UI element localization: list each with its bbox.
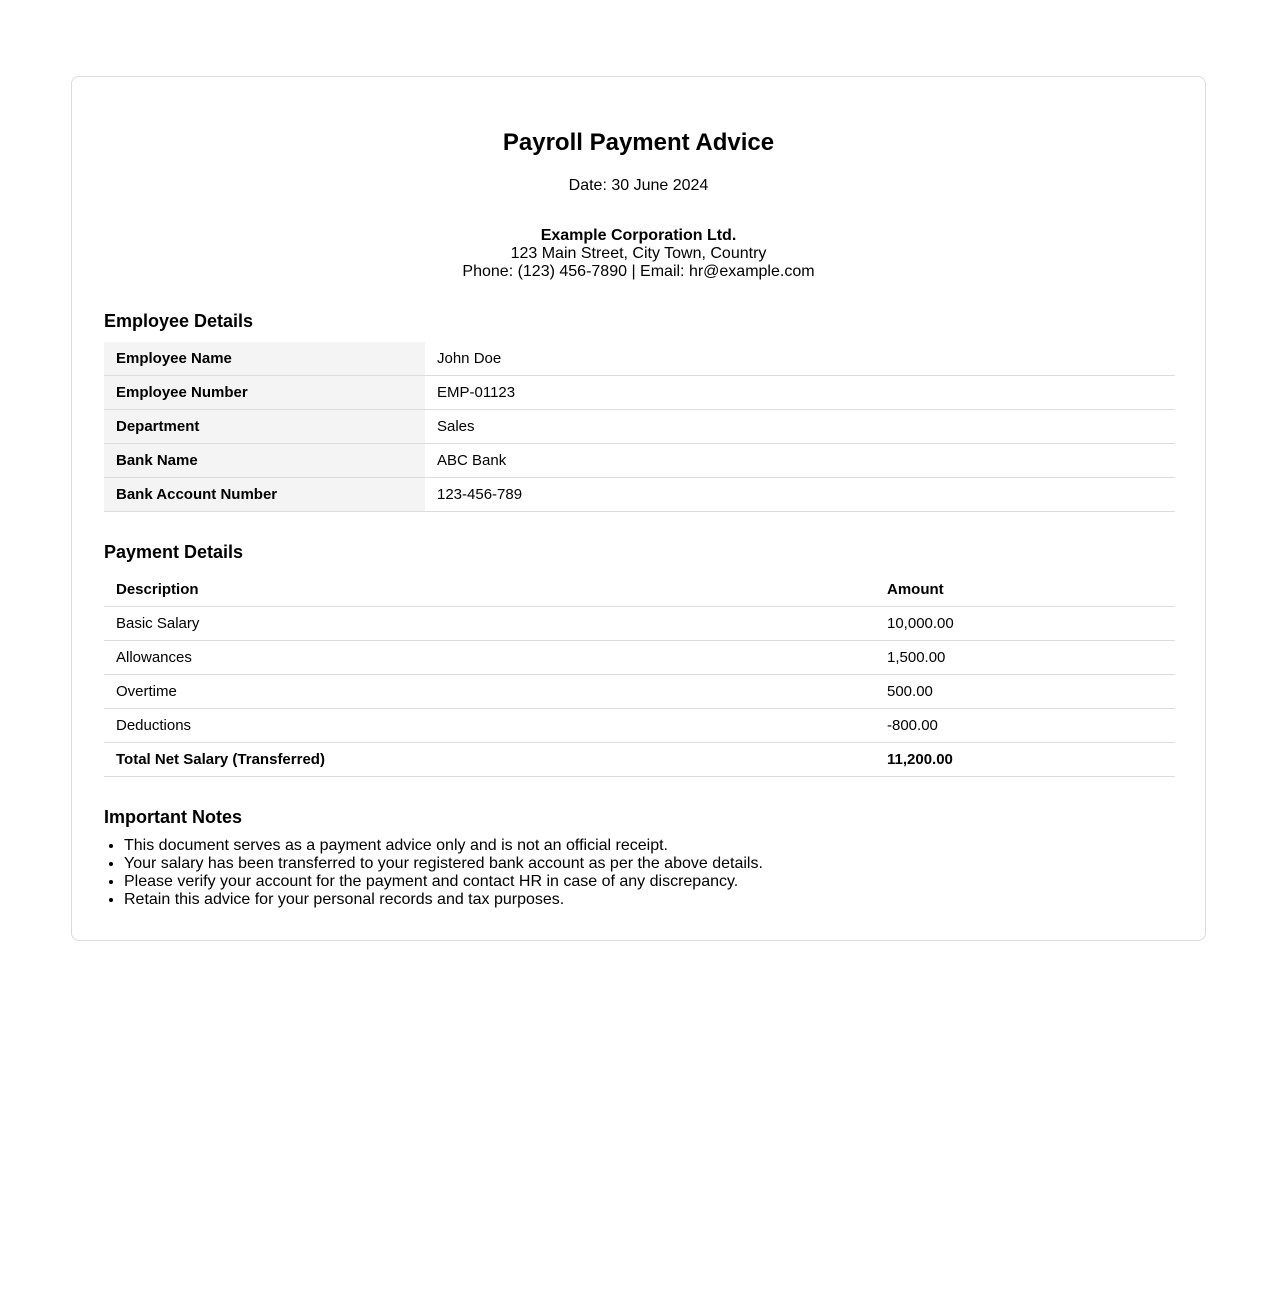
bank-name-value: ABC Bank: [425, 444, 1175, 478]
table-row: [104, 410, 1175, 444]
table-row: [104, 675, 1175, 709]
notes-list: [104, 837, 763, 909]
payment-amount: 10,000.00: [875, 607, 1175, 641]
payment-description: Overtime: [104, 675, 875, 709]
bank-account-number-label: Bank Account Number: [104, 478, 425, 512]
payment-amount: -800.00: [875, 709, 1175, 743]
table-row: [104, 607, 1175, 641]
table-row: [104, 342, 1175, 376]
company-info: [72, 227, 1205, 281]
list-item: • Retain this advice for your personal records and tax purposes.: [124, 891, 763, 909]
list-item: • This document serves as a payment advice only and is not an official receipt.: [124, 837, 763, 855]
bank-account-number-value: 123-456-789: [425, 478, 1175, 512]
total-amount: 11,200.00: [875, 743, 1175, 777]
amount-column-header: Amount: [875, 573, 1175, 607]
total-row: [104, 743, 1175, 777]
payment-amount: 1,500.00: [875, 641, 1175, 675]
company-address: 123 Main Street, City Town, Country: [510, 245, 767, 262]
employee-number-label: Employee Number: [104, 376, 425, 410]
important-notes-heading: Important Notes: [104, 807, 243, 827]
employee-name-label: Employee Name: [104, 342, 425, 376]
total-description: Total Net Salary (Transferred): [104, 743, 875, 777]
table-row: [104, 376, 1175, 410]
document-date: Date: 30 June 2024: [568, 177, 709, 194]
table-row: [104, 709, 1175, 743]
description-column-header: Description: [104, 573, 875, 607]
payment-description: Allowances: [104, 641, 875, 675]
document-title: Payroll Payment Advice: [502, 129, 775, 156]
bank-name-label: Bank Name: [104, 444, 425, 478]
list-item: • Your salary has been transferred to your registered bank account as per the above details.: [124, 855, 763, 873]
employee-details-heading: Employee Details: [104, 311, 254, 331]
list-item: • Please verify your account for the payment and contact HR in case of any discrepancy.: [124, 873, 763, 891]
payment-details-table: [104, 573, 1175, 777]
payment-details-heading: Payment Details: [104, 542, 244, 562]
employee-details-table: [104, 342, 1175, 512]
company-name: Example Corporation Ltd.: [540, 227, 737, 244]
payment-amount: 500.00: [875, 675, 1175, 709]
employee-number-value: EMP-01123: [425, 376, 1175, 410]
employee-name-value: John Doe: [425, 342, 1175, 376]
payment-advice-card: [71, 76, 1206, 941]
company-contact: Phone: (123) 456-7890 | Email: hr@example.com: [462, 263, 815, 280]
table-row: [104, 444, 1175, 478]
table-row: [104, 478, 1175, 512]
payment-description: Basic Salary: [104, 607, 875, 641]
payment-description: Deductions: [104, 709, 875, 743]
table-header-row: [104, 573, 1175, 607]
department-value: Sales: [425, 410, 1175, 444]
department-label: Department: [104, 410, 425, 444]
table-row: [104, 641, 1175, 675]
